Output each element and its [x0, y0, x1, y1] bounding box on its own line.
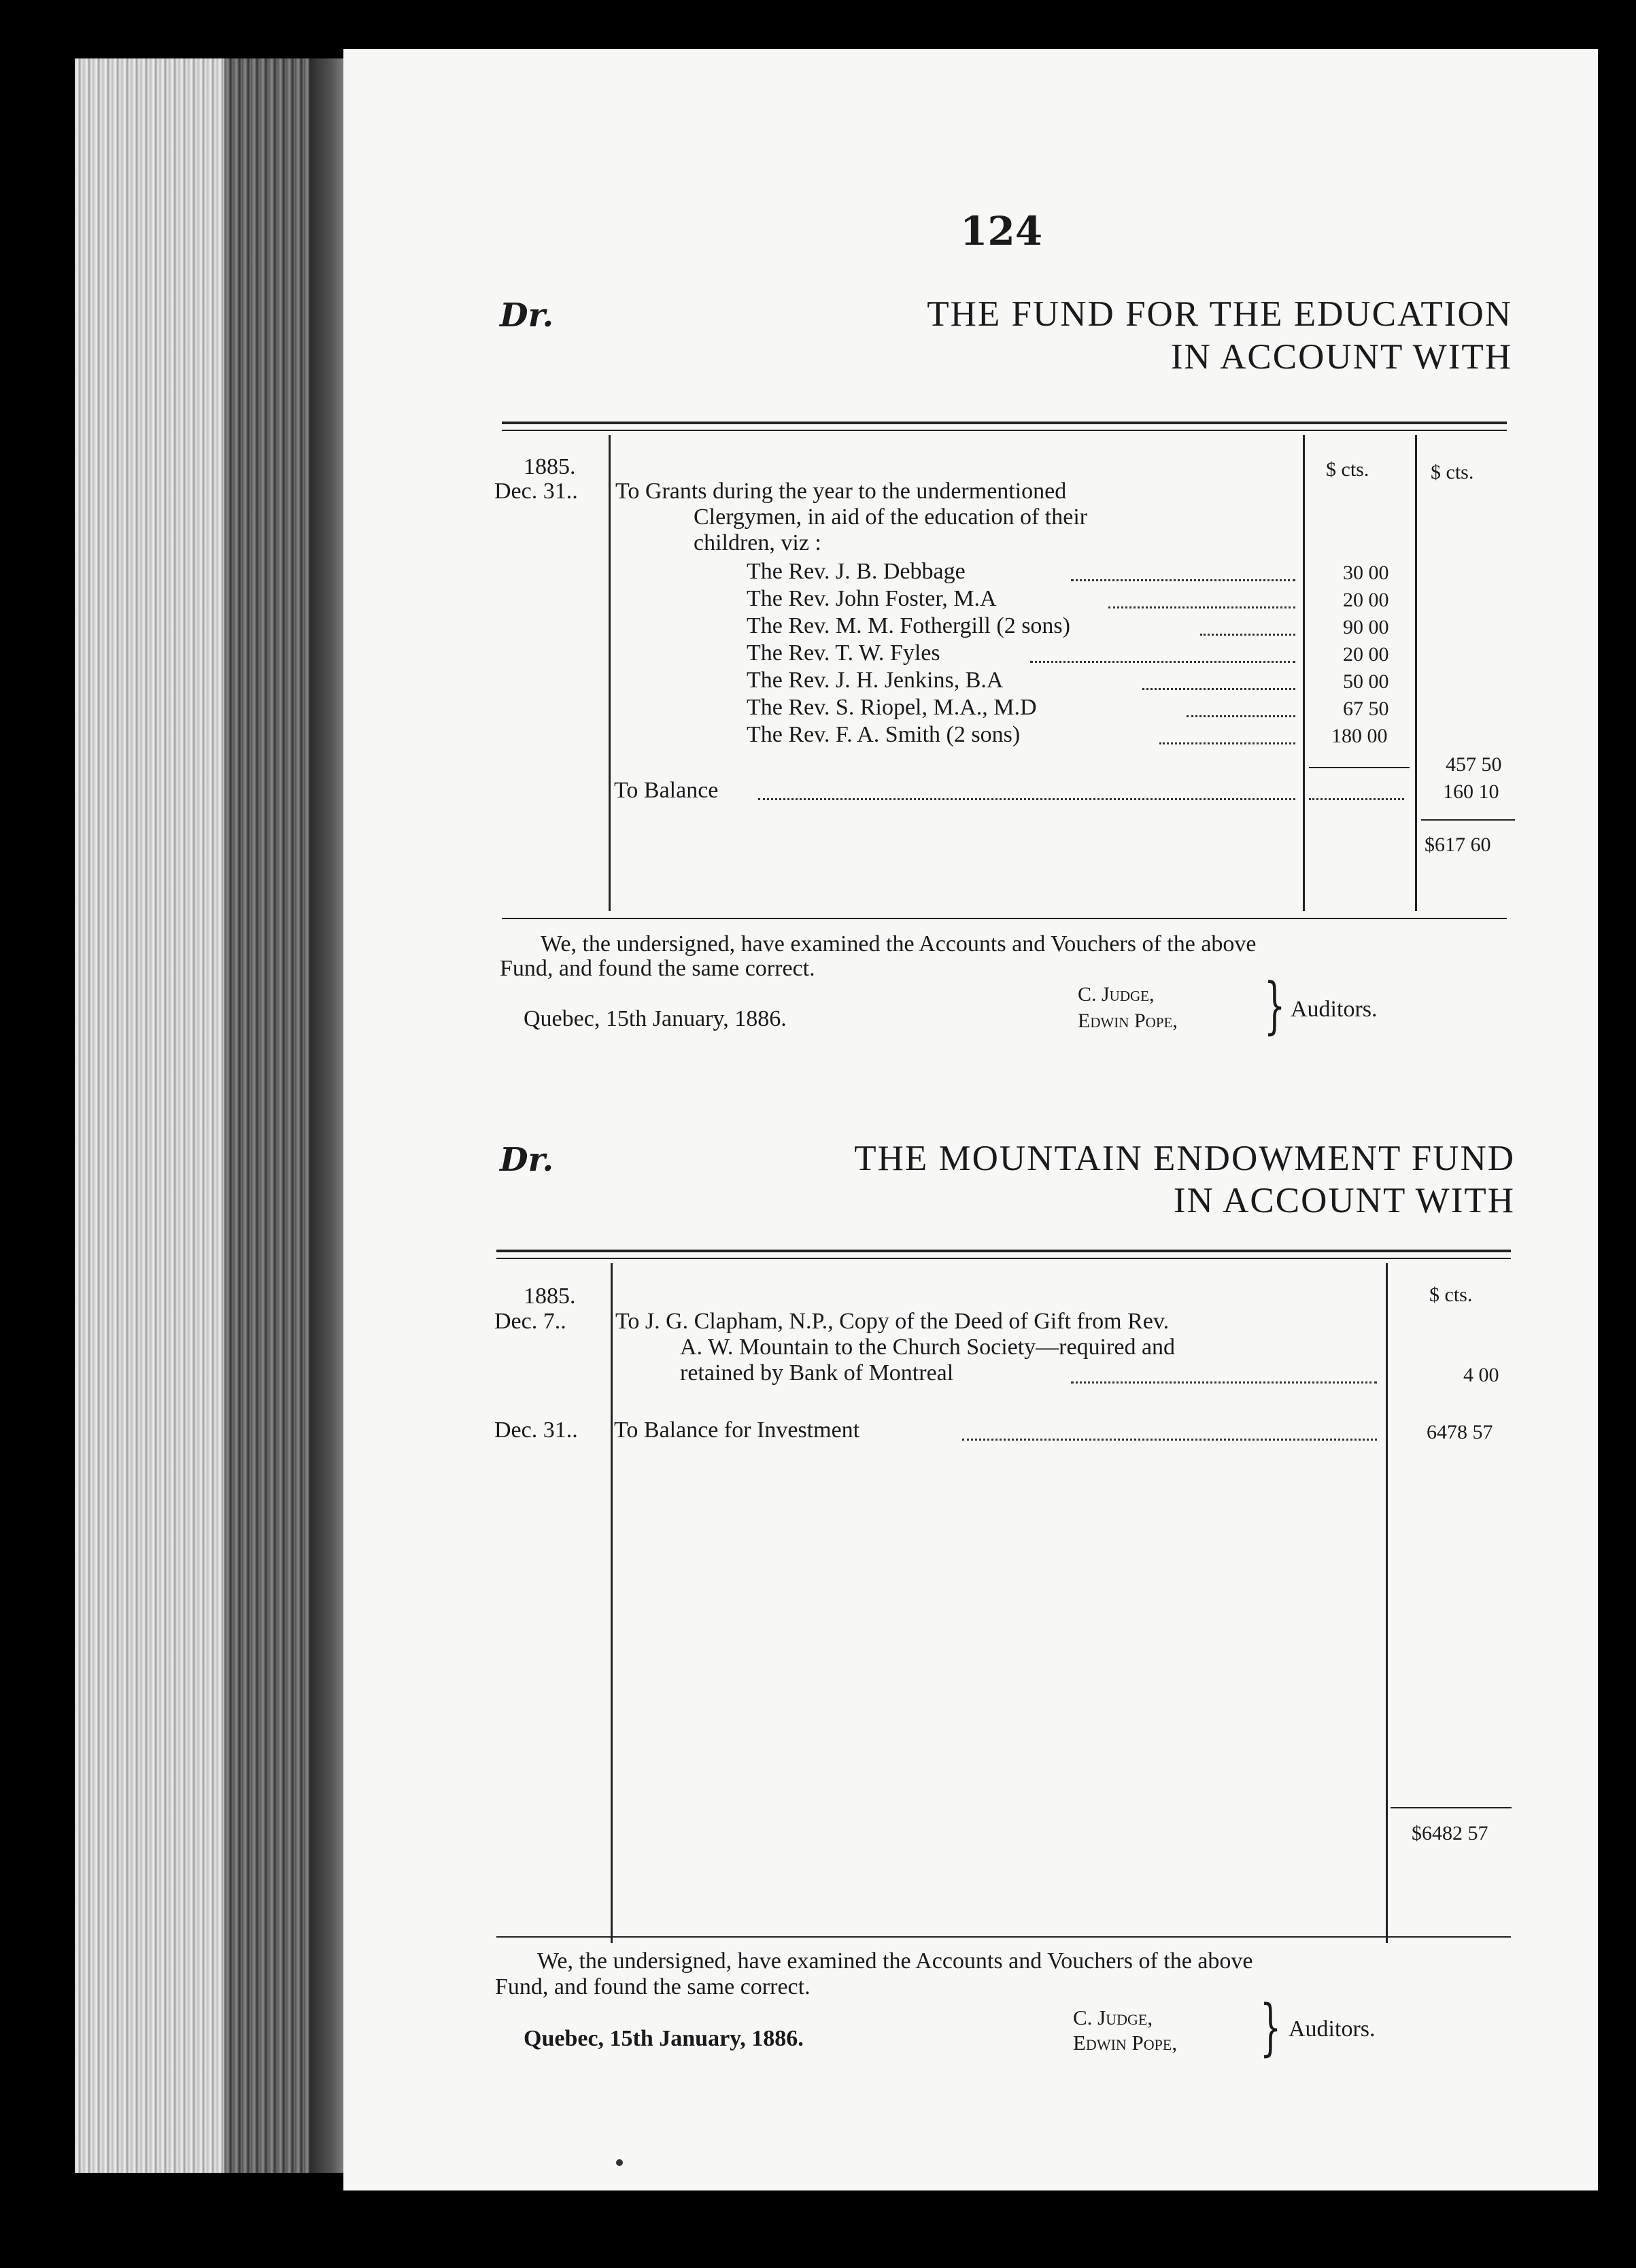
table-top-rule-1b — [502, 430, 1507, 431]
grant-item-amount: 50 00 — [1343, 670, 1389, 693]
ink-spot — [616, 2159, 623, 2166]
entry-year-1: 1885. — [524, 454, 576, 479]
deed-line-1: To J. G. Clapham, N.P., Copy of the Deed of Gift from Rev. — [615, 1309, 1170, 1334]
grant-item-name: The Rev. T. W. Fyles — [747, 640, 940, 666]
grant-item-name: The Rev. John Foster, M.A — [747, 586, 997, 611]
total-rule-1 — [1421, 819, 1515, 821]
brace-symbol: } — [1259, 1992, 1282, 2063]
column-header-dollars-1b: $ cts. — [1431, 461, 1474, 483]
grant-item-amount: 180 00 — [1331, 725, 1388, 747]
auditor-name-pope-2: Edwin Pope, — [1073, 2031, 1178, 2055]
leader-dots — [1309, 798, 1404, 800]
deed-line-3: retained by Bank of Montreal — [680, 1360, 954, 1386]
fund-title-1-line2: IN ACCOUNT WITH — [1170, 337, 1512, 377]
grant-item-name: The Rev. F. A. Smith (2 sons) — [747, 722, 1021, 747]
investment-balance-label: To Balance for Investment — [614, 1418, 860, 1443]
table-top-rule-1 — [502, 422, 1507, 424]
leader-dots — [1071, 1381, 1377, 1384]
amount-column-rule-1b — [1415, 435, 1417, 911]
debit-label-2: Dr. — [500, 1141, 554, 1179]
table-bottom-rule-1 — [502, 918, 1507, 919]
certification-line-2: Fund, and found the same correct. — [500, 956, 815, 981]
entry-date-1: Dec. 31.. — [494, 479, 578, 504]
column-header-dollars-1a: $ cts. — [1326, 458, 1369, 481]
date-column-rule-1 — [609, 435, 611, 911]
place-date-2: Quebec, 15th January, 1886. — [524, 2026, 804, 2051]
table-top-rule-2b — [496, 1258, 1511, 1259]
deed-amount: 4 00 — [1463, 1364, 1499, 1386]
leader-dots — [1071, 579, 1295, 581]
grant-item-amount: 90 00 — [1343, 616, 1389, 638]
auditor-name-judge: C. Judge, — [1078, 983, 1155, 1006]
subtotal-amount-1: 457 50 — [1446, 753, 1502, 776]
leader-dots — [1108, 606, 1295, 608]
auditors-label-1: Auditors. — [1291, 997, 1378, 1022]
column-header-dollars-2: $ cts. — [1429, 1284, 1473, 1306]
book-binding — [309, 58, 347, 2173]
grants-line-1: To Grants during the year to the undermentioned — [615, 479, 1067, 504]
grant-item-name: The Rev. J. B. Debbage — [747, 559, 966, 584]
leader-dots — [1142, 688, 1295, 690]
certification-line-2b: Fund, and found the same correct. — [495, 1974, 811, 1999]
leader-dots — [1187, 715, 1295, 717]
certification-line-1b: We, the undersigned, have examined the Accounts and Vouchers of the above — [537, 1948, 1253, 1974]
total-amount-1: $617 60 — [1425, 834, 1491, 856]
amount-column-rule-2 — [1386, 1263, 1388, 1943]
leader-dots — [1030, 661, 1295, 663]
auditor-name-pope: Edwin Pope, — [1078, 1010, 1178, 1032]
fund-title-2-line1: THE MOUNTAIN ENDOWMENT FUND — [854, 1139, 1515, 1178]
grant-item-name: The Rev. J. H. Jenkins, B.A — [747, 668, 1004, 693]
grants-line-3: children, viz : — [694, 530, 821, 555]
leader-dots — [1200, 634, 1295, 636]
balance-amount-1: 160 10 — [1443, 780, 1499, 803]
page-number: 124 — [960, 208, 1043, 254]
date-column-rule-2 — [611, 1263, 613, 1943]
entry-date-2a: Dec. 7.. — [494, 1309, 566, 1334]
grant-item-amount: 67 50 — [1343, 698, 1389, 720]
leader-dots — [758, 798, 1295, 800]
amount-column-rule-1a — [1303, 435, 1305, 911]
grant-item-amount: 20 00 — [1343, 589, 1389, 611]
leader-dots — [1159, 742, 1295, 744]
place-date-1: Quebec, 15th January, 1886. — [524, 1006, 787, 1031]
grant-item-amount: 20 00 — [1343, 643, 1389, 666]
leader-dots — [962, 1439, 1377, 1441]
entry-date-2b: Dec. 31.. — [494, 1418, 578, 1443]
subtotal-rule-1 — [1309, 767, 1410, 768]
total-rule-2 — [1391, 1807, 1512, 1808]
grant-item-name: The Rev. M. M. Fothergill (2 sons) — [747, 613, 1070, 638]
brace-symbol: } — [1263, 970, 1286, 1042]
certification-line-1: We, the undersigned, have examined the Accounts and Vouchers of the above — [541, 931, 1257, 957]
table-bottom-rule-2 — [496, 1936, 1511, 1938]
grants-line-2: Clergymen, in aid of the education of their — [694, 504, 1088, 530]
grant-item-amount: 30 00 — [1343, 562, 1389, 584]
fund-title-2-line2: IN ACCOUNT WITH — [1173, 1181, 1515, 1220]
balance-label-1: To Balance — [614, 778, 719, 803]
entry-year-2: 1885. — [524, 1284, 576, 1309]
deed-line-2: A. W. Mountain to the Church Society—required and — [680, 1335, 1176, 1360]
table-top-rule-2 — [496, 1250, 1511, 1252]
investment-balance-amount: 6478 57 — [1427, 1421, 1493, 1443]
total-amount-2: $6482 57 — [1412, 1822, 1488, 1844]
auditors-label-2: Auditors. — [1289, 2016, 1376, 2042]
debit-label-1: Dr. — [500, 296, 554, 334]
grant-item-name: The Rev. S. Riopel, M.A., M.D — [747, 695, 1037, 720]
auditor-name-judge-2: C. Judge, — [1073, 2006, 1153, 2029]
fund-title-1-line1: THE FUND FOR THE EDUCATION — [927, 294, 1512, 334]
